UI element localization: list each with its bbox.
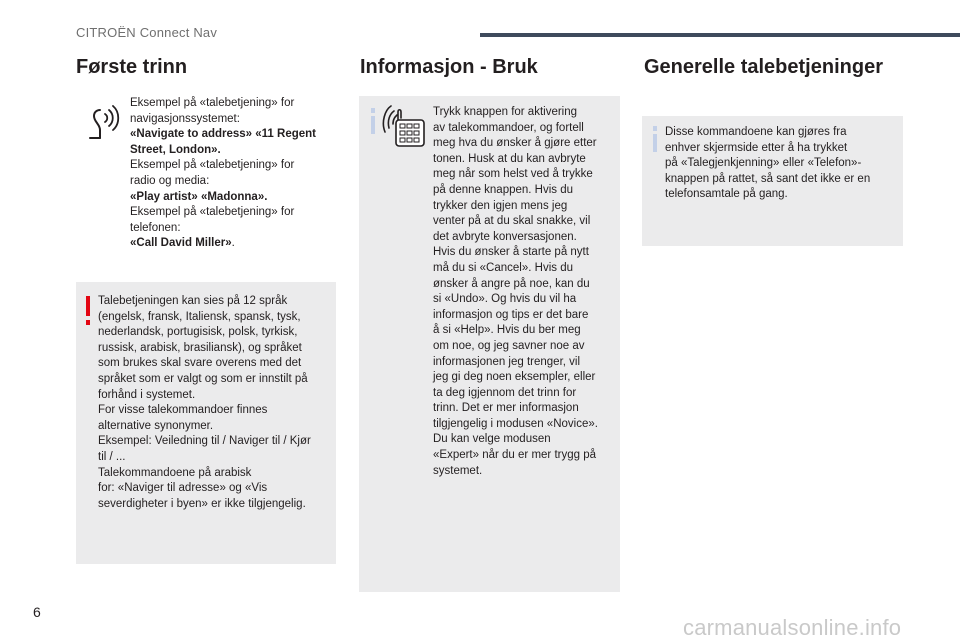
header-bar <box>480 33 960 37</box>
warning-exclamation-icon <box>84 296 92 326</box>
warning-line: nederlandsk, portugisisk, polsk, tyrkisk, <box>98 326 298 339</box>
info-line: meg hva du ønsker å gjøre etter <box>433 137 597 150</box>
info-line: Trykk knappen for aktivering <box>433 106 578 118</box>
info-icon <box>369 108 377 134</box>
warning-line: som brukes skal svare overens med det <box>98 357 302 370</box>
info-icon <box>651 126 659 152</box>
voice-example-phone: «Call David Miller» <box>130 237 232 250</box>
info-line: trykker den igjen mens jeg <box>433 199 568 212</box>
page-number: 6 <box>33 604 41 620</box>
warning-line: Eksempel: Veiledning til / Naviger til / Kjør <box>98 435 311 448</box>
warning-line: For visse talekommandoer finnes <box>98 404 268 417</box>
info-line: meg når som helst ved å trykke <box>433 168 593 181</box>
info-line: systemet. <box>433 464 483 477</box>
watermark: carmanualsonline.info <box>683 615 902 640</box>
info-line: telefonsamtale på gang. <box>665 188 788 201</box>
warning-line: til / ... <box>98 450 126 463</box>
warning-line: for: «Naviger til adresse» og «Vis <box>98 482 268 495</box>
info-line: informasjon og tips er det bare <box>433 308 589 321</box>
info-line: Disse kommandoene kan gjøres fra <box>665 126 847 138</box>
info-line: ta deg igjennom det trinn for <box>433 386 577 399</box>
info-line: si «Undo». Og hvis du vil ha <box>433 293 577 306</box>
heading-general-voice-commands: Generelle talebetjeninger <box>644 56 883 78</box>
voice-line: Eksempel på «talebetjening» for <box>130 206 295 219</box>
voice-example-navigation-cont: Street, London». <box>130 143 221 156</box>
info-line: på «Talegjenkjenning» eller «Telefon»- <box>665 157 862 170</box>
info-line: trinn. Det er mer informasjon <box>433 402 579 415</box>
info-line: ønsker å angre på noe, kan du <box>433 277 590 290</box>
info-line: knappen på rattet, så sant det ikke er en <box>665 172 871 185</box>
info-line: Hvis du ønsker å starte på nytt <box>433 246 589 259</box>
voice-command-icon <box>80 102 120 142</box>
warning-line: forhånd i systemet. <box>98 388 196 401</box>
steering-wheel-voice-button-icon <box>381 102 427 148</box>
heading-info-usage: Informasjon - Bruk <box>360 56 538 78</box>
info-line: å si «Help». Hvis du ber meg <box>433 324 581 337</box>
voice-example-media: «Play artist» «Madonna». <box>130 190 268 203</box>
info-text-usage <box>433 105 617 479</box>
voice-line: navigasjonssystemet: <box>130 112 240 125</box>
info-line: informasjonen jeg trenger, vil <box>433 355 581 368</box>
voice-line: telefonen: <box>130 221 181 234</box>
info-box-usage <box>359 96 620 592</box>
info-line: enhver skjermside etter å ha trykket <box>665 141 848 154</box>
warning-line: alternative synonymer. <box>98 419 214 432</box>
info-line: «Expert» når du er mer trygg på <box>433 449 596 462</box>
info-line: Du kan velge modusen <box>433 433 551 446</box>
warning-line: språket som er valgt og som er innstilt på <box>98 372 308 385</box>
info-line: tonen. Husk at du kan avbryte <box>433 152 586 165</box>
info-box-general <box>642 116 903 246</box>
info-line: jeg gi deg noen eksempler, eller <box>433 371 596 384</box>
header-title: CITROËN Connect Nav <box>76 25 218 40</box>
warning-text <box>98 294 330 512</box>
warning-box <box>76 282 336 564</box>
warning-line: Talekommandoene på arabisk <box>98 466 252 479</box>
warning-line: severdigheter i byen» er ikke tilgjengelig. <box>98 497 306 510</box>
voice-line: Eksempel på «talebetjening» for <box>130 159 295 172</box>
warning-line: russisk, arabisk, brasiliansk), og språket <box>98 341 302 354</box>
info-line: tilgjengelig i modusen «Novice». <box>433 417 598 430</box>
info-line: om noe, og jeg savner noe av <box>433 339 585 352</box>
heading-first-steps: Første trinn <box>76 56 188 78</box>
info-text-general <box>665 125 895 203</box>
info-line: på denne knappen. Hvis du <box>433 183 574 196</box>
info-line: venter på at du skal snakke, vil <box>433 215 591 228</box>
warning-line: (engelsk, fransk, Italiensk, spansk, tysk, <box>98 310 301 323</box>
voice-line: Eksempel på «talebetjening» for <box>130 97 295 109</box>
warning-line: Talebetjeningen kan sies på 12 språk <box>98 295 288 307</box>
info-line: må du si «Cancel». Hvis du <box>433 261 573 274</box>
voice-line: radio og media: <box>130 174 210 187</box>
voice-example-navigation: «Navigate to address» «11 Regent <box>130 128 316 141</box>
voice-examples-text <box>130 96 340 252</box>
voice-example-phone-end: . <box>231 237 235 250</box>
info-line: det avbryte konversasjonen. <box>433 230 577 243</box>
info-line: av talekommandoer, og fortell <box>433 121 584 134</box>
